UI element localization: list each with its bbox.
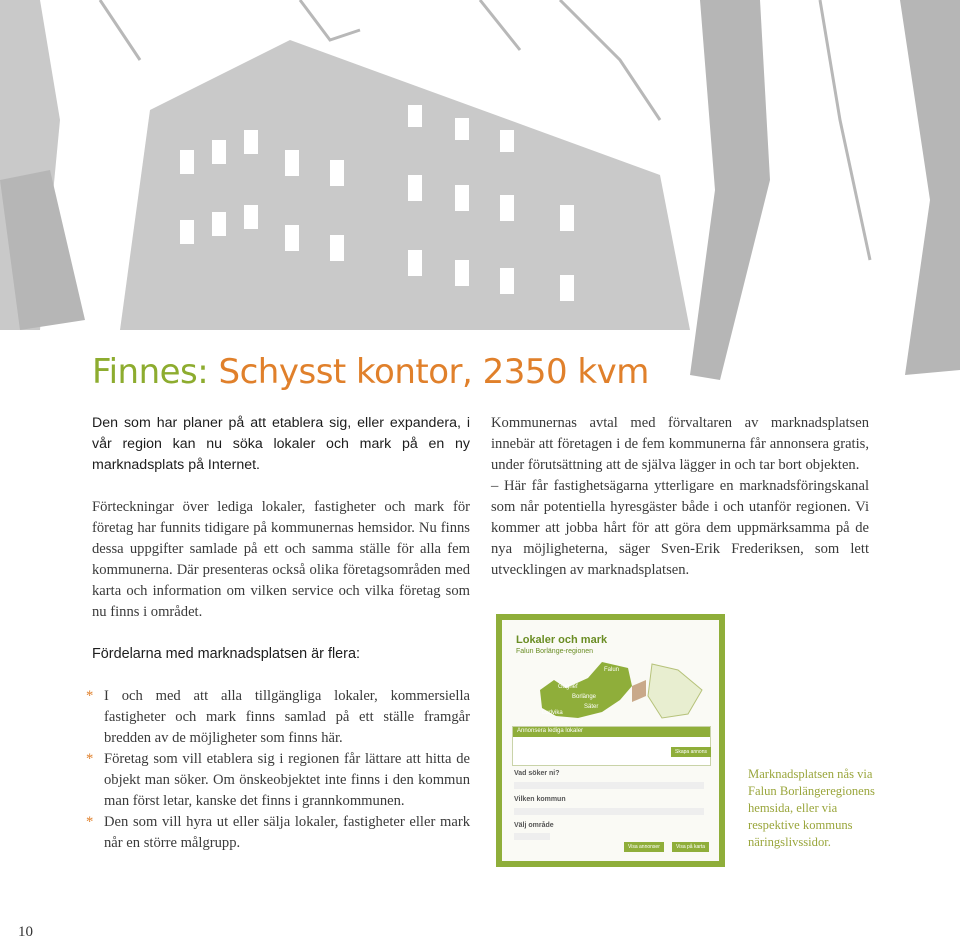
page-title — [92, 352, 649, 392]
title-prefix: Finnes: — [92, 352, 209, 392]
map-label-borlange: Borlänge — [572, 694, 597, 700]
right-paragraph-1: Kommunernas avtal med förvaltaren av marknadsplatsen innebär att företagen i de fem kommunerna får annonsera gratis, under förutsättning att de själva lägger in och tar bort objekten. — [491, 415, 869, 473]
right-column — [491, 413, 869, 581]
site-subheading: Falun Borlänge-regionen — [516, 648, 594, 655]
title-main: Schysst kontor, 2350 kvm — [218, 352, 649, 392]
ad-panel-title: Annonsera lediga lokaler — [517, 728, 584, 734]
list-item — [86, 812, 470, 854]
bullet-marker: * — [86, 688, 94, 704]
lead-paragraph: Den som har planer på att etablera sig, eller expandera, i vår region kan nu söka lokaler och mark på en ny marknadsplats på Internet. — [92, 415, 470, 473]
site-heading: Lokaler och mark — [516, 634, 608, 646]
ad-panel — [512, 726, 711, 766]
map-label-sater: Säter — [584, 704, 599, 710]
benefits-list — [86, 686, 470, 854]
website-screenshot — [496, 614, 725, 867]
hero-building-image — [0, 0, 960, 400]
municipality-section-title: Vilken kommun — [514, 796, 566, 803]
body-paragraph: Förteckningar över lediga lokaler, fastigheter och mark för företag har funnits tidigare på kommunernas hemsidor. Nu finns dessa uppgifter samlade på ett och samma ställe för alla fem kommunerna. Där presenteras också olika företagsområden med karta och information om vilken service och vilka företag som nu finns i området. — [92, 499, 470, 620]
list-item — [86, 749, 470, 812]
create-ad-button[interactable]: Skapa annons — [671, 747, 711, 757]
search-section-title: Vad söker ni? — [514, 770, 560, 777]
bullet-marker: * — [86, 814, 94, 830]
show-map-button[interactable]: Visa på karta — [672, 842, 709, 852]
map-label-gagnef: Gagnef — [558, 684, 578, 690]
list-item-text: Företag som vill etablera sig i regionen får lättare att hitta de objekt man söker. Om önskeobjektet inte finns i den kommun man först letar, kanske det finns i grannkommunen. — [104, 751, 470, 809]
map-label-ludvika: Ludvika — [542, 710, 563, 716]
show-ads-button[interactable]: Visa annonser — [624, 842, 664, 852]
benefits-heading: Fördelarna med marknadsplatsen är flera: — [92, 646, 360, 662]
area-section-title: Välj område — [514, 822, 554, 829]
list-item-text: Den som vill hyra ut eller sälja lokaler, fastigheter eller mark når en större målgrupp. — [104, 814, 470, 851]
right-paragraph-2: – Här får fastighetsägarna ytterligare en marknadsföringskanal som når potentiella hyresgäster både i och utanför regionen. Vi kommer att jobba hårt för att göra dem uppmärksamma på de nya möjligheterna, säger Sven-Erik Frederiksen, som lett utvecklingen av marknadsplatsen. — [491, 478, 869, 578]
list-item — [86, 686, 470, 749]
map-label-falun: Falun — [604, 667, 620, 673]
page-number: 10 — [18, 924, 33, 940]
list-item-text: I och med att alla tillgängliga lokaler, kommersiella fastigheter och mark finns samlad på ett ställe framgår bredden av de möjligheter som finns här. — [104, 688, 470, 746]
website-screenshot-inner — [502, 620, 719, 861]
image-caption: Marknadsplatsen nås via Falun Borlängeregionens hemsida, eller via respektive kommuns näringslivssidor. — [748, 767, 875, 849]
bullet-marker: * — [86, 751, 94, 767]
left-column — [92, 413, 470, 623]
